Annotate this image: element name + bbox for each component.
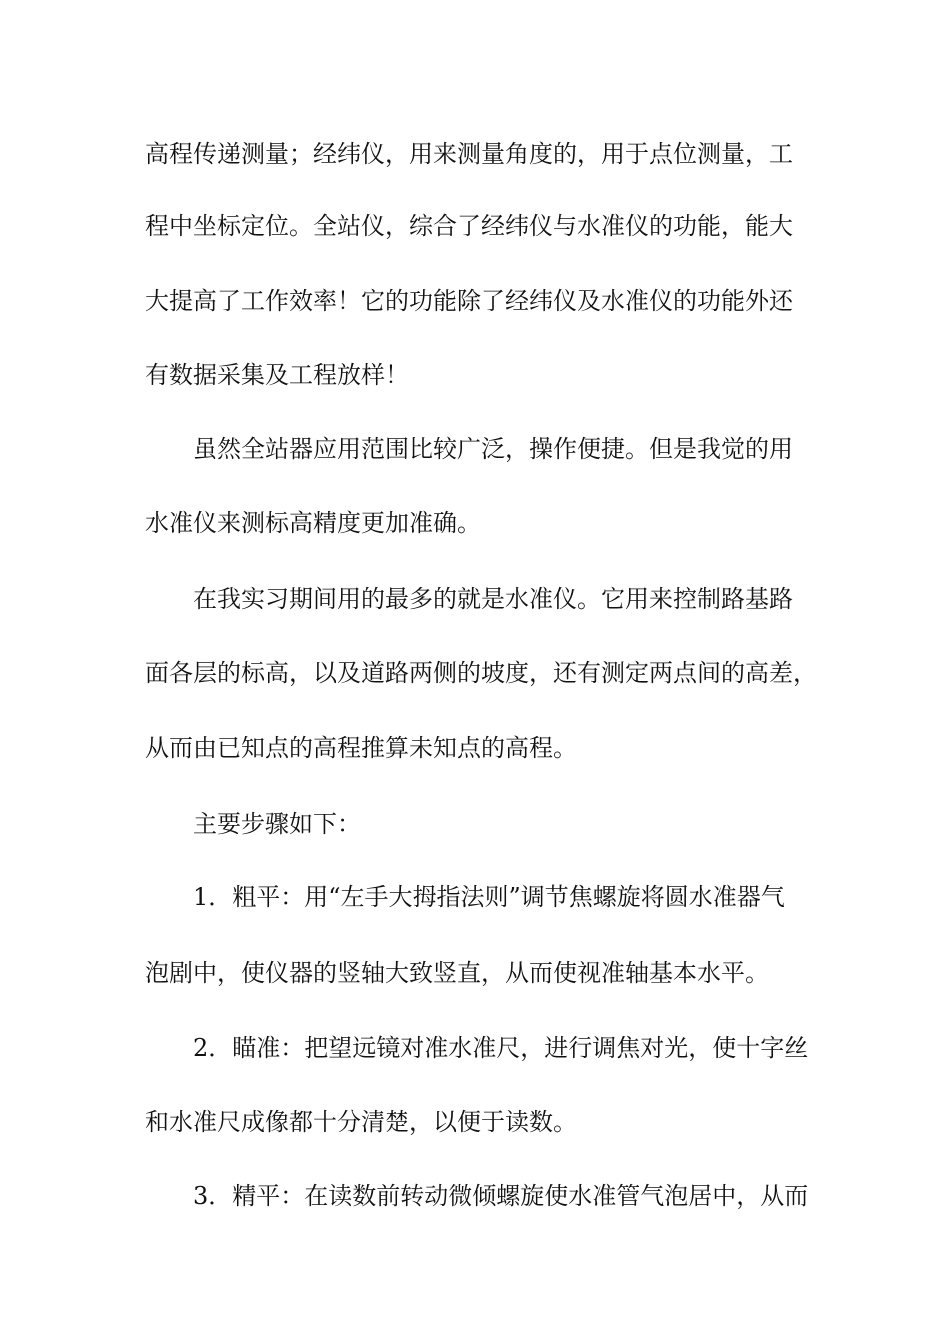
text-line-11: 1．粗平：用“左手大拇指法则”调节焦螺旋将圆水准器气 — [193, 883, 785, 911]
text-line-10: 主要步骤如下： — [193, 810, 361, 838]
text-line-9: 从而由已知点的高程推算未知点的高程。 — [145, 734, 577, 762]
text-line-3: 大提高了工作效率！它的功能除了经纬仪及水准仪的功能外还 — [145, 287, 793, 315]
text-line-15: 3．精平：在读数前转动微倾螺旋使水准管气泡居中，从而 — [193, 1182, 809, 1210]
text-line-13: 2．瞄准：把望远镜对准水准尺，进行调焦对光，使十字丝 — [193, 1034, 809, 1062]
text-line-8: 面各层的标高，以及道路两侧的坡度，还有测定两点间的高差， — [145, 659, 817, 687]
text-line-6: 水准仪来测标高精度更加准确。 — [145, 509, 481, 537]
text-line-7: 在我实习期间用的最多的就是水准仪。它用来控制路基路 — [193, 585, 793, 613]
text-line-12: 泡剧中，使仪器的竖轴大致竖直，从而使视准轴基本水平。 — [145, 959, 769, 987]
text-line-14: 和水准尺成像都十分清楚，以便于读数。 — [145, 1108, 577, 1136]
text-line-2: 程中坐标定位。全站仪，综合了经纬仪与水准仪的功能，能大 — [145, 212, 793, 240]
text-line-4: 有数据采集及工程放样！ — [145, 361, 409, 389]
text-line-5: 虽然全站器应用范围比较广泛，操作便捷。但是我觉的用 — [193, 435, 793, 463]
text-line-1: 高程传递测量；经纬仪，用来测量角度的，用于点位测量，工 — [145, 140, 793, 168]
